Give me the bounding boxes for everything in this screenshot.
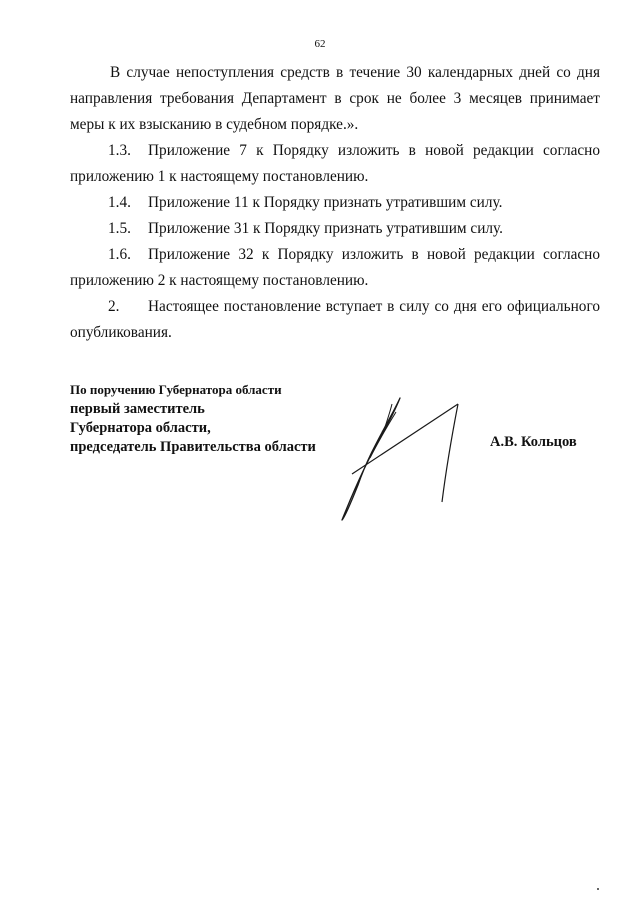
- signer-title-line: первый заместитель: [70, 401, 205, 417]
- item-number: 1.3.: [108, 142, 131, 159]
- item-number: 1.5.: [108, 220, 131, 237]
- page-number: 62: [314, 38, 326, 50]
- item-text: Приложение 31 к Порядку признать утратившим силу.: [148, 220, 503, 237]
- document-body: [70, 60, 600, 346]
- item-number: 1.6.: [108, 246, 131, 263]
- intro-paragraph: В случае непоступления средств в течение 30 календарных дней со дня направления требования Департамент в срок не более 3 месяцев принимает меры к их взысканию в судебном порядке.».: [70, 64, 600, 133]
- list-item: [70, 216, 600, 242]
- list-item: [70, 242, 600, 294]
- signature-authority-line: По поручению Губернатора области: [70, 382, 282, 397]
- item-text: Приложение 7 к Порядку изложить в новой редакции согласно приложению 1 к настоящему постановлению.: [70, 142, 600, 185]
- signer-name: А.В. Кольцов: [490, 434, 577, 450]
- item-number: 1.4.: [108, 194, 131, 211]
- list-item: [70, 294, 600, 346]
- item-text: Приложение 11 к Порядку признать утратившим силу.: [148, 194, 503, 211]
- item-text: Приложение 32 к Порядку изложить в новой редакции согласно приложению 2 к настоящему постановлению.: [70, 246, 600, 289]
- item-text: Настоящее постановление вступает в силу со дня его официального опубликования.: [70, 298, 600, 341]
- scan-speck: [597, 888, 599, 890]
- list-item: [70, 138, 600, 190]
- item-number: 2.: [108, 298, 120, 315]
- list-item: [70, 190, 600, 216]
- signature-block: [70, 380, 316, 457]
- handwritten-signature: [330, 390, 470, 525]
- signer-title-line: председатель Правительства области: [70, 439, 316, 455]
- signer-title-line: Губернатора области,: [70, 420, 211, 436]
